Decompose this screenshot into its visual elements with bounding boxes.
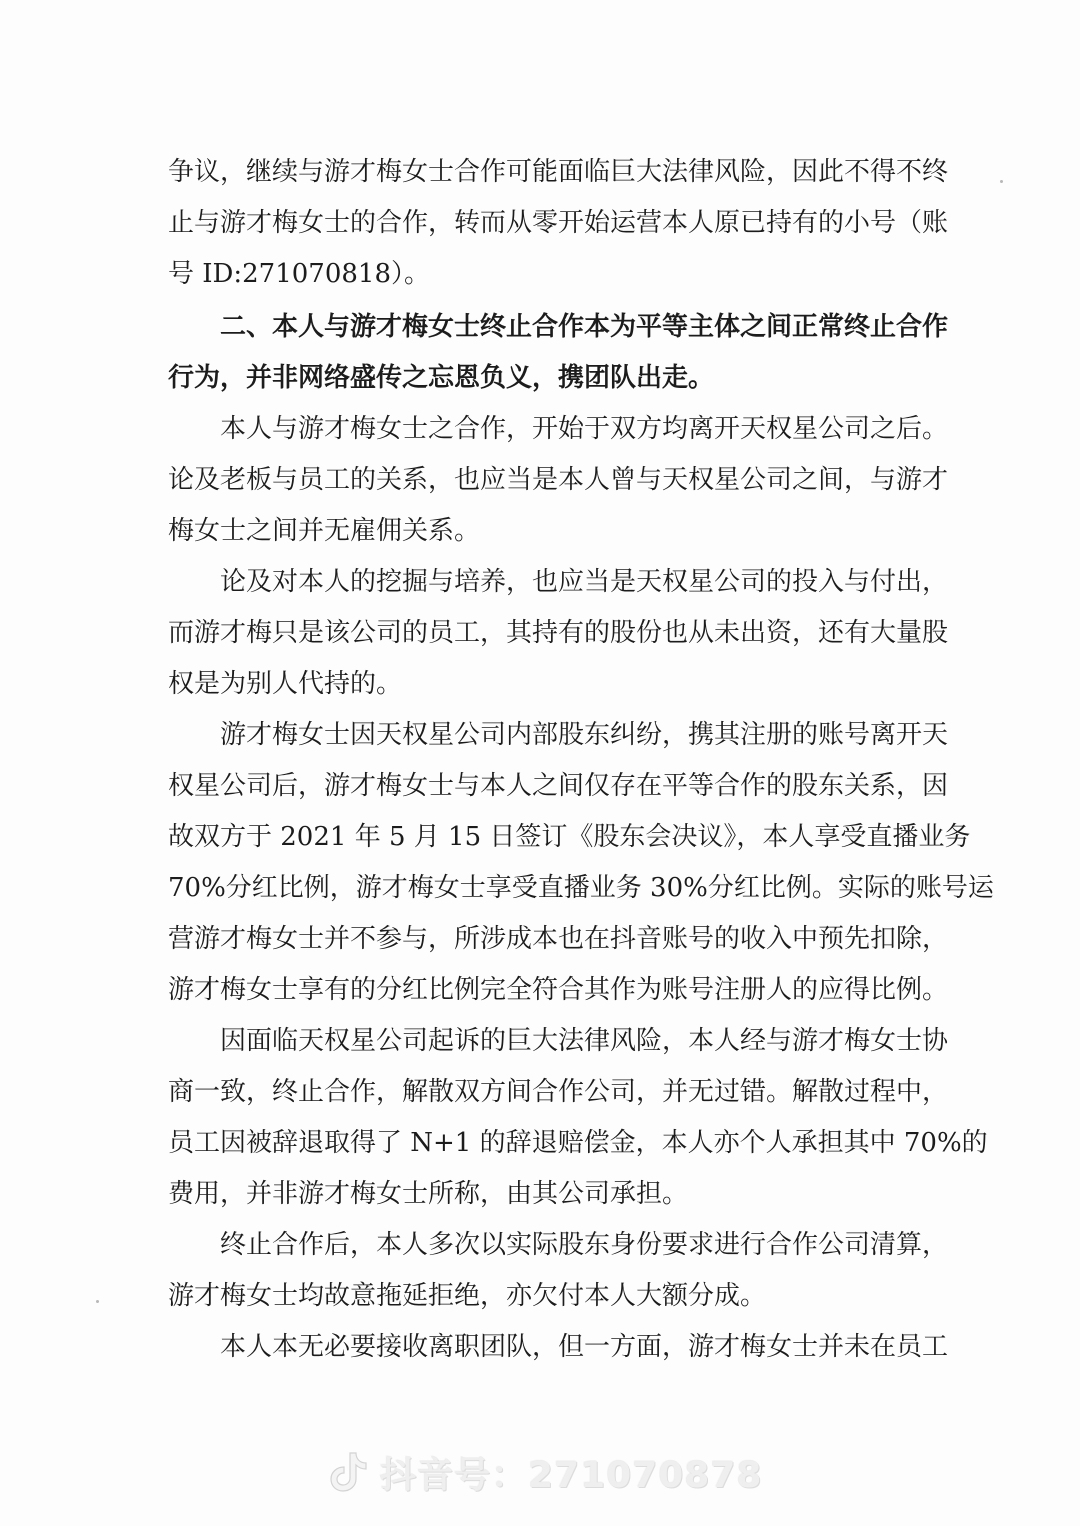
- text-line: 号 ID:271070818）。: [168, 259, 431, 289]
- text-line: 权是为别人代持的。: [168, 669, 403, 699]
- text-line: 权星公司后，游才梅女士与本人之间仅存在平等合作的股东关系，因: [168, 771, 949, 801]
- section-heading: 二、本人与游才梅女士终止合作本为平等主体之间正常终止合作: [220, 312, 949, 342]
- text-line: 止与游才梅女士的合作，转而从零开始运营本人原已持有的小号（账: [168, 208, 949, 238]
- watermark: [330, 1448, 770, 1496]
- douyin-logo-icon: [330, 1450, 368, 1494]
- scan-speck: [1000, 180, 1003, 183]
- text-line: 终止合作后，本人多次以实际股东身份要求进行合作公司清算，: [220, 1230, 949, 1260]
- scan-speck: [96, 1300, 99, 1303]
- text-line: 商一致，终止合作，解散双方间合作公司，并无过错。解散过程中，: [168, 1077, 949, 1107]
- text-line: 70%分红比例，游才梅女士享受直播业务 30%分红比例。实际的账号运: [168, 873, 994, 903]
- text-line: 争议，继续与游才梅女士合作可能面临巨大法律风险，因此不得不终: [168, 157, 949, 187]
- watermark-text: 抖音号：271070878: [380, 1454, 763, 1496]
- text-line: 论及老板与员工的关系，也应当是本人曾与天权星公司之间，与游才: [168, 465, 949, 495]
- text-line: 本人与游才梅女士之合作，开始于双方均离开天权星公司之后。: [220, 414, 949, 444]
- text-line: 本人本无必要接收离职团队，但一方面，游才梅女士并未在员工: [220, 1332, 949, 1362]
- text-line: 论及对本人的挖掘与培养，也应当是天权星公司的投入与付出，: [220, 567, 949, 597]
- text-line: 游才梅女士享有的分红比例完全符合其作为账号注册人的应得比例。: [168, 975, 949, 1005]
- text-line: 员工因被辞退取得了 N+1 的辞退赔偿金，本人亦个人承担其中 70%的: [168, 1128, 988, 1158]
- text-line: 游才梅女士均故意拖延拒绝，亦欠付本人大额分成。: [168, 1281, 767, 1311]
- text-line: 因面临天权星公司起诉的巨大法律风险，本人经与游才梅女士协: [220, 1026, 949, 1056]
- text-line: 故双方于 2021 年 5 月 15 日签订《股东会决议》，本人享受直播业务: [168, 822, 971, 852]
- text-line: 梅女士之间并无雇佣关系。: [168, 516, 481, 546]
- section-heading: 行为，并非网络盛传之忘恩负义，携团队出走。: [168, 363, 715, 393]
- text-line: 营游才梅女士并不参与，所涉成本也在抖音账号的收入中预先扣除，: [168, 924, 949, 954]
- text-line: 游才梅女士因天权星公司内部股东纠纷，携其注册的账号离开天: [220, 720, 949, 750]
- text-line: 而游才梅只是该公司的员工，其持有的股份也从未出资，还有大量股: [168, 618, 949, 648]
- text-line: 费用，并非游才梅女士所称，由其公司承担。: [168, 1179, 689, 1209]
